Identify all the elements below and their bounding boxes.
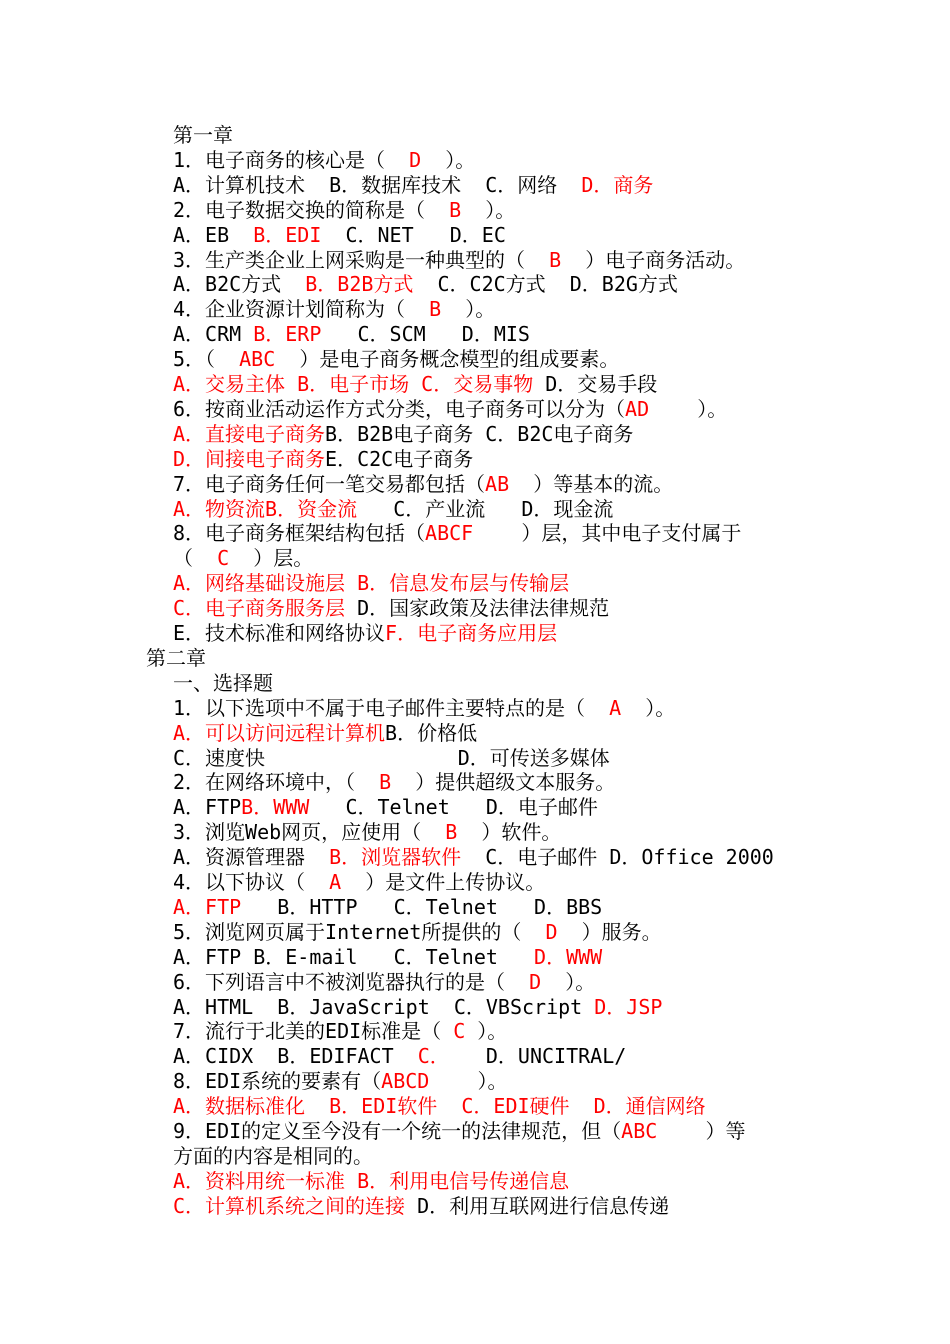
question-text: 1．电子商务的核心是（	[173, 147, 410, 172]
question-text: C．NET D．EC	[321, 222, 506, 247]
question-text: A．计算机技术 B．数据库技术 C．网络	[173, 172, 582, 197]
text-line	[173, 248, 745, 273]
text-line	[173, 347, 619, 372]
question-text: 第一章	[173, 123, 233, 147]
text-line	[173, 770, 615, 795]
question-text: ）软件。	[457, 820, 562, 845]
answer-text: C．	[417, 1044, 450, 1069]
question-text: A．HTML B．JavaScript C．VBScript	[173, 994, 595, 1019]
question-text: A．CIDX B．EDIFACT	[173, 1044, 418, 1069]
answer-text: D	[545, 919, 558, 944]
answer-text: B	[549, 247, 562, 272]
question-text: ）。	[429, 1069, 508, 1094]
answer-text: B	[445, 820, 458, 845]
text-line	[173, 272, 678, 297]
text-line	[173, 148, 475, 173]
question-text: 3．生产类企业上网采购是一种典型的（	[173, 247, 550, 272]
question-text: 方面的内容是相同的。	[173, 1143, 373, 1168]
answer-text: A．物资流B．资金流	[173, 496, 358, 521]
question-text: A．资源管理器	[173, 845, 330, 870]
text-line	[173, 123, 233, 148]
text-line	[173, 173, 653, 198]
text-line	[173, 945, 602, 970]
text-line	[173, 1044, 626, 1069]
text-line	[173, 447, 473, 472]
text-line	[173, 1019, 507, 1044]
text-line	[173, 795, 598, 820]
text-line	[173, 1144, 373, 1169]
answer-text: ABC	[239, 347, 276, 372]
question-text: D．UNCITRAL/	[449, 1044, 627, 1069]
question-text: D．利用互联网进行信息传递	[405, 1193, 670, 1218]
question-text: B．价格低	[385, 720, 478, 745]
text-line	[173, 870, 545, 895]
answer-text: D．间接电子商务	[173, 446, 326, 471]
question-text: ）。	[441, 297, 496, 322]
question-text: ）电子商务活动。	[561, 247, 746, 272]
answer-text: B．EDI	[253, 222, 322, 247]
question-text: 一、选择题	[173, 670, 273, 695]
answer-text: A．资料用统一标准 B．利用电信号传递信息	[173, 1168, 570, 1193]
answer-text: C．电子商务服务层	[173, 596, 346, 621]
answer-text: ABC	[621, 1119, 658, 1143]
question-text: 4．企业资源计划简称为（	[173, 297, 430, 322]
question-text: A．CRM	[173, 322, 254, 347]
question-text: D．国家政策及法律法律规范	[345, 596, 610, 621]
text-line	[173, 297, 495, 322]
question-text: ）等	[657, 1119, 746, 1143]
text-line	[173, 571, 569, 596]
question-text: ）层。	[229, 546, 314, 571]
question-text: ）层，其中电子支付属于	[473, 521, 742, 546]
question-text: ）服务。	[557, 919, 662, 944]
answer-text: ABCD	[381, 1069, 430, 1094]
question-text: ）。	[461, 197, 516, 222]
answer-text: F．电子商务应用层	[385, 621, 558, 645]
answer-text: A	[609, 695, 622, 720]
answer-text: A．数据标准化 B．EDI软件 C．EDI硬件 D．通信网络	[173, 1094, 706, 1119]
question-text: B．B2B电子商务 C．B2C电子商务	[325, 421, 634, 446]
answer-text: D	[529, 969, 542, 994]
text-line	[173, 621, 557, 646]
answer-text: D．WWW	[534, 944, 603, 969]
answer-text: A．直接电子商务	[173, 421, 326, 446]
text-line	[173, 596, 609, 621]
answer-text: A．可以访问远程计算机	[173, 720, 386, 745]
question-text: 2．在网络环境中，（	[173, 770, 380, 795]
question-text: 第二章	[146, 645, 206, 670]
question-text: 6．按商业活动运作方式分类，电子商务可以分为（	[173, 396, 626, 421]
answer-text: B．ERP	[253, 322, 322, 347]
text-line	[173, 721, 477, 746]
question-text: ）提供超级文本服务。	[391, 770, 616, 795]
text-line	[173, 1194, 669, 1219]
question-text: B．HTTP C．Telnet D．BBS	[241, 894, 603, 919]
answer-text: C．计算机系统之间的连接	[173, 1193, 406, 1218]
question-text: 9．EDI的定义至今没有一个统一的法律规范，但（	[173, 1119, 622, 1143]
answer-text: B	[429, 297, 442, 322]
question-text: C．C2C方式 D．B2G方式	[413, 272, 678, 297]
text-line	[173, 322, 530, 347]
question-text: ）。	[541, 969, 596, 994]
text-line	[173, 497, 613, 522]
question-text: 4．以下协议（	[173, 870, 330, 894]
question-text: ）是电子商务概念模型的组成要素。	[275, 347, 620, 372]
text-line	[173, 1169, 569, 1194]
question-text: 5．（	[173, 347, 240, 372]
text-line	[173, 920, 662, 945]
question-text: A．FTP B．E-mail C．Telnet	[173, 944, 535, 969]
question-text: 7．流行于北美的EDI标准是（	[173, 1019, 454, 1044]
question-text: E．技术标准和网络协议	[173, 621, 386, 645]
question-text: ）等基本的流。	[509, 471, 674, 496]
answer-text: D	[409, 147, 422, 172]
question-text: 8．EDI系统的要素有（	[173, 1069, 382, 1094]
answer-text: B	[449, 197, 462, 222]
text-line	[173, 671, 273, 696]
question-text: ）。	[421, 147, 476, 172]
question-text: A．B2C方式	[173, 272, 306, 297]
answer-text: B．浏览器软件	[329, 845, 462, 870]
question-text: 2．电子数据交换的简称是（	[173, 197, 450, 222]
text-line	[173, 521, 741, 546]
question-text: ）。	[621, 695, 676, 720]
question-text: C．SCM D．MIS	[321, 322, 530, 347]
answer-text: ABCF	[425, 521, 474, 546]
answer-text: B．WWW	[241, 795, 310, 820]
question-text: C．速度快 D．可传送多媒体	[173, 745, 610, 770]
answer-text: A．FTP	[173, 894, 242, 919]
text-line	[173, 397, 727, 422]
text-line	[146, 646, 206, 671]
text-line	[173, 895, 602, 920]
answer-text: D．商务	[581, 172, 654, 197]
question-text: 7．电子商务任何一笔交易都包括（	[173, 471, 486, 496]
answer-text: A	[329, 870, 342, 894]
text-line	[173, 223, 506, 248]
text-line	[173, 746, 610, 771]
answer-text: B	[379, 770, 392, 795]
text-line	[173, 970, 595, 995]
answer-text: AB	[485, 471, 510, 496]
answer-text: C	[453, 1019, 466, 1044]
text-line	[173, 845, 774, 870]
text-line	[173, 1094, 706, 1119]
question-text: C．电子邮件 D．Office 2000	[461, 845, 774, 870]
question-text: 8．电子商务框架结构包括（	[173, 521, 426, 546]
question-text: A．EB	[173, 222, 254, 247]
answer-text: C	[217, 546, 230, 571]
text-line	[173, 198, 515, 223]
answer-text: AD	[625, 396, 650, 421]
question-text: 6．下列语言中不被浏览器执行的是（	[173, 969, 530, 994]
question-text: C．Telnet D．电子邮件	[309, 795, 598, 820]
answer-text: A．网络基础设施层 B．信息发布层与传输层	[173, 571, 570, 596]
question-text: （	[173, 546, 218, 571]
question-text: ）是文件上传协议。	[341, 870, 546, 894]
question-text: C．产业流 D．现金流	[357, 496, 614, 521]
text-line	[173, 422, 633, 447]
question-text: E．C2C电子商务	[325, 446, 474, 471]
answer-text: B．B2B方式	[305, 272, 414, 297]
question-text: D．交易手段	[533, 372, 658, 396]
question-text: 1．以下选项中不属于电子邮件主要特点的是（	[173, 695, 610, 720]
text-line	[173, 1119, 745, 1144]
question-text: 5．浏览网页属于Internet所提供的（	[173, 919, 546, 944]
question-text: ）。	[465, 1019, 508, 1044]
question-text: 3．浏览Web网页，应使用（	[173, 820, 446, 845]
text-line	[173, 472, 673, 497]
question-text: ）。	[649, 396, 728, 421]
text-line	[173, 995, 662, 1020]
answer-text: D．JSP	[594, 994, 663, 1019]
text-line	[173, 546, 313, 571]
text-line	[173, 372, 657, 397]
answer-text: A．交易主体 B．电子市场 C．交易事物	[173, 372, 534, 396]
text-line	[173, 696, 675, 721]
text-line	[173, 820, 561, 845]
text-line	[173, 1069, 508, 1094]
question-text: A．FTP	[173, 795, 242, 820]
